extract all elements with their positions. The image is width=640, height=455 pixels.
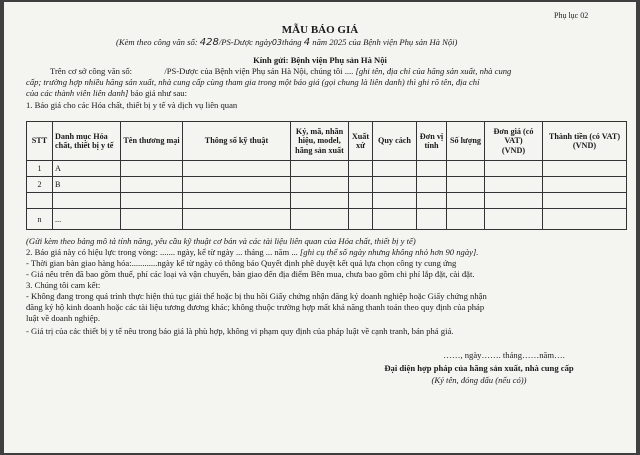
delivery-time: - Thời gian bàn giao hàng hóa:............ngày kể từ ngày có thông báo Quyết định phê duyệt kết quả lựa chọn công ty cung ứng — [26, 258, 457, 268]
subtitle-mid1: /PS-Dược ngày — [218, 37, 272, 47]
commitment-1-line-1: - Không đang trong quá trình thực hiện thủ tục giải thể hoặc bị thu hồi Giấy chứng nhận đăng ký doanh nghiệp hoặc Giấy chứng nhận — [26, 291, 487, 301]
date-line: ……, ngày……. tháng……năm…. — [443, 350, 565, 360]
dispatch-month: 4 — [303, 37, 311, 48]
header-packing: Quy cách — [373, 122, 417, 161]
table-header-row — [27, 122, 627, 161]
row-item: ... — [53, 209, 121, 230]
intro-line-3 — [26, 88, 187, 98]
subtitle — [116, 37, 457, 48]
row-item: A — [53, 161, 121, 177]
row-stt: 2 — [27, 177, 53, 193]
header-quantity: Số lượng — [447, 122, 485, 161]
table-row — [27, 209, 627, 230]
dispatch-number: 428 — [199, 37, 219, 48]
commitment-2: - Giá trị của các thiết bị y tế nêu trong báo giá là phù hợp, không vi phạm quy định của pháp luật về cạnh tranh, bán phá giá. — [26, 326, 454, 336]
table-row — [27, 161, 627, 177]
validity-line — [26, 247, 478, 257]
header-origin: Xuất xứ — [349, 122, 373, 161]
dispatch-day: 03 — [271, 38, 283, 47]
section-1-heading: 1. Báo giá cho các Hóa chất, thiết bị y tế và dịch vụ liên quan — [26, 100, 238, 110]
attachment-note: (Gửi kèm theo bảng mô tả tính năng, yêu cầu kỹ thuật cơ bản và các tài liệu liên quan của Hóa chất, thiết bị y tế) — [26, 236, 416, 246]
header-brand-model: Ký, mã, nhãn hiệu, model, hãng sản xuất — [291, 122, 349, 161]
appendix-label: Phụ lục 02 — [554, 11, 589, 20]
validity-text: 2. Báo giá này có hiệu lực trong vòng: ....... ngày, kể từ ngày ... tháng ... năm ... — [26, 247, 298, 257]
header-unit-price — [485, 122, 543, 161]
price-note: - Giá nêu trên đã bao gồm thuế, phí các loại và vận chuyển, bàn giao đến địa điểm Bên mua, chưa bao gồm chi phí lắp đặt, cài đặt. — [26, 269, 475, 279]
document-title: MẪU BÁO GIÁ — [281, 24, 359, 36]
quote-table — [26, 121, 627, 230]
representative-note: (Ký tên, đóng dấu (nếu có)) — [431, 375, 527, 385]
header-unit-price-currency: (VND) — [501, 145, 526, 155]
intro-line-3-b: báo giá như sau: — [128, 88, 187, 98]
table-row — [27, 193, 627, 209]
header-item: Danh mục Hóa chất, thiết bị y tế — [53, 122, 121, 161]
subtitle-suffix: năm 2025 của Bệnh viện Phụ sản Hà Nội) — [312, 37, 458, 47]
intro-line-2: cấp; trường hợp nhiều hãng sản xuất, nhà cung cấp cùng tham gia trong một báo giá (gọi chung là liên danh) thì ghi rõ tên, địa chỉ — [26, 77, 480, 87]
intro-line-1-c: [ghi tên, địa chỉ của hãng sản xuất, nhà cung — [355, 66, 512, 76]
header-total-currency: (VND) — [572, 141, 597, 150]
row-stt: 1 — [27, 161, 53, 177]
header-total-label: Thành tiền (có VAT) — [548, 131, 621, 141]
commitment-heading: 3. Chúng tôi cam kết: — [26, 280, 101, 290]
intro-line-1-a: Trên cơ sở công văn số: — [50, 66, 133, 76]
header-unit-price-label: Đơn giá (có VAT) — [493, 126, 534, 146]
row-stt: n — [27, 209, 53, 230]
header-specs: Thông số kỹ thuật — [183, 122, 291, 161]
row-item — [53, 193, 121, 209]
commitment-1-line-2: đăng ký hộ kinh doanh hoặc các tài liệu tương đương khác; không thuộc trường hợp mất khả năng thanh toán theo quy định của pháp — [26, 302, 485, 312]
header-unit: Đơn vị tính — [417, 122, 447, 161]
header-trade-name: Tên thương mại — [121, 122, 183, 161]
row-item: B — [53, 177, 121, 193]
table-row — [27, 177, 627, 193]
intro-line-3-a: của các thành viên liên danh] — [26, 88, 129, 98]
representative-title: Đại diện hợp pháp của hãng sản xuất, nhà cung cấp — [384, 363, 574, 373]
document-page — [4, 2, 636, 453]
subtitle-prefix: (Kèm theo công văn số: — [116, 37, 198, 47]
header-stt: STT — [27, 122, 53, 161]
intro-line-1-b: /PS-Dược của Bệnh viện Phụ sản Hà Nội, chúng tôi .... — [164, 66, 354, 76]
recipient: Kính gửi: Bệnh viện Phụ sản Hà Nội — [253, 55, 387, 65]
row-stt — [27, 193, 53, 209]
commitment-1-line-3: luật về doanh nghiệp. — [26, 313, 100, 323]
validity-note: [ghi cụ thể số ngày nhưng không nhỏ hơn 90 ngày]. — [297, 247, 479, 257]
subtitle-mid2: tháng — [282, 37, 302, 47]
intro-line-1 — [50, 66, 511, 76]
header-total — [543, 122, 627, 161]
